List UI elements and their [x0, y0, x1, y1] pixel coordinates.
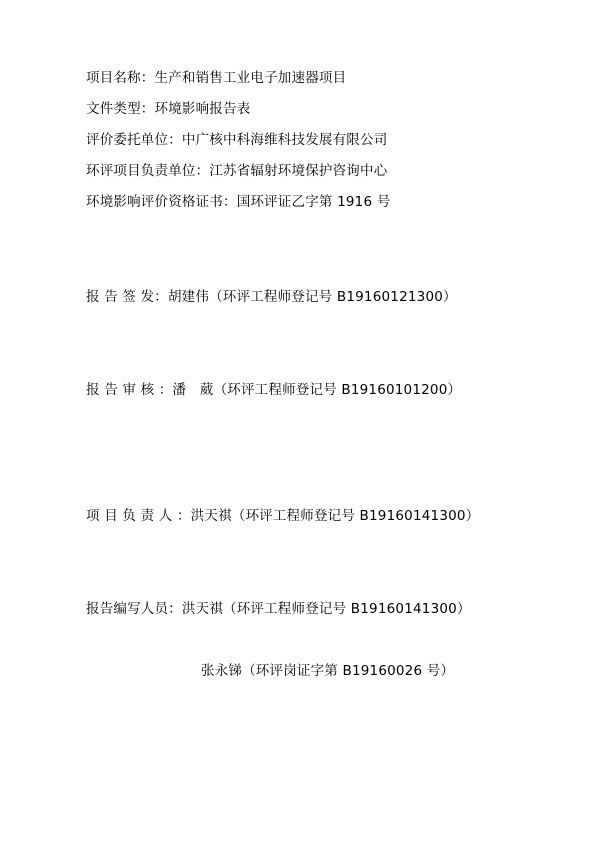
report-review-label: 报 告 审 核 ： [86, 382, 173, 398]
report-issue-value: 胡建伟（环评工程师登记号 B19160121300） [167, 289, 457, 305]
certificate-line: 环境影响评价资格证书：国环评证乙字第 1916 号 [86, 194, 391, 210]
project-lead-line [86, 507, 479, 525]
project-lead-value: 洪天祺（环评工程师登记号 B19160141300） [190, 508, 480, 524]
report-author-2-line [201, 662, 454, 680]
report-authors-line [86, 600, 471, 618]
report-review-value: 潘 葳（环评工程师登记号 B19160101200） [172, 382, 462, 398]
eia-unit-line: 环评项目负责单位：江苏省辐射环境保护咨询中心 [86, 163, 388, 179]
report-issue-line [86, 288, 457, 306]
report-author-2: 张永锑（环评岗证字第 B19160026 号） [201, 663, 455, 679]
report-authors-label: 报告编写人员： [86, 601, 182, 617]
client-line: 评价委托单位：中广核中科海维科技发展有限公司 [86, 132, 388, 148]
report-author-1: 洪天祺（环评工程师登记号 B19160141300） [181, 601, 471, 617]
file-type-line: 文件类型：环境影响报告表 [86, 101, 251, 117]
report-review-line [86, 381, 461, 399]
project-name-line: 项目名称：生产和销售工业电子加速器项目 [86, 70, 347, 86]
report-issue-label: 报 告 签 发： [86, 289, 168, 305]
project-lead-label: 项 目 负 责 人 ： [86, 508, 191, 524]
